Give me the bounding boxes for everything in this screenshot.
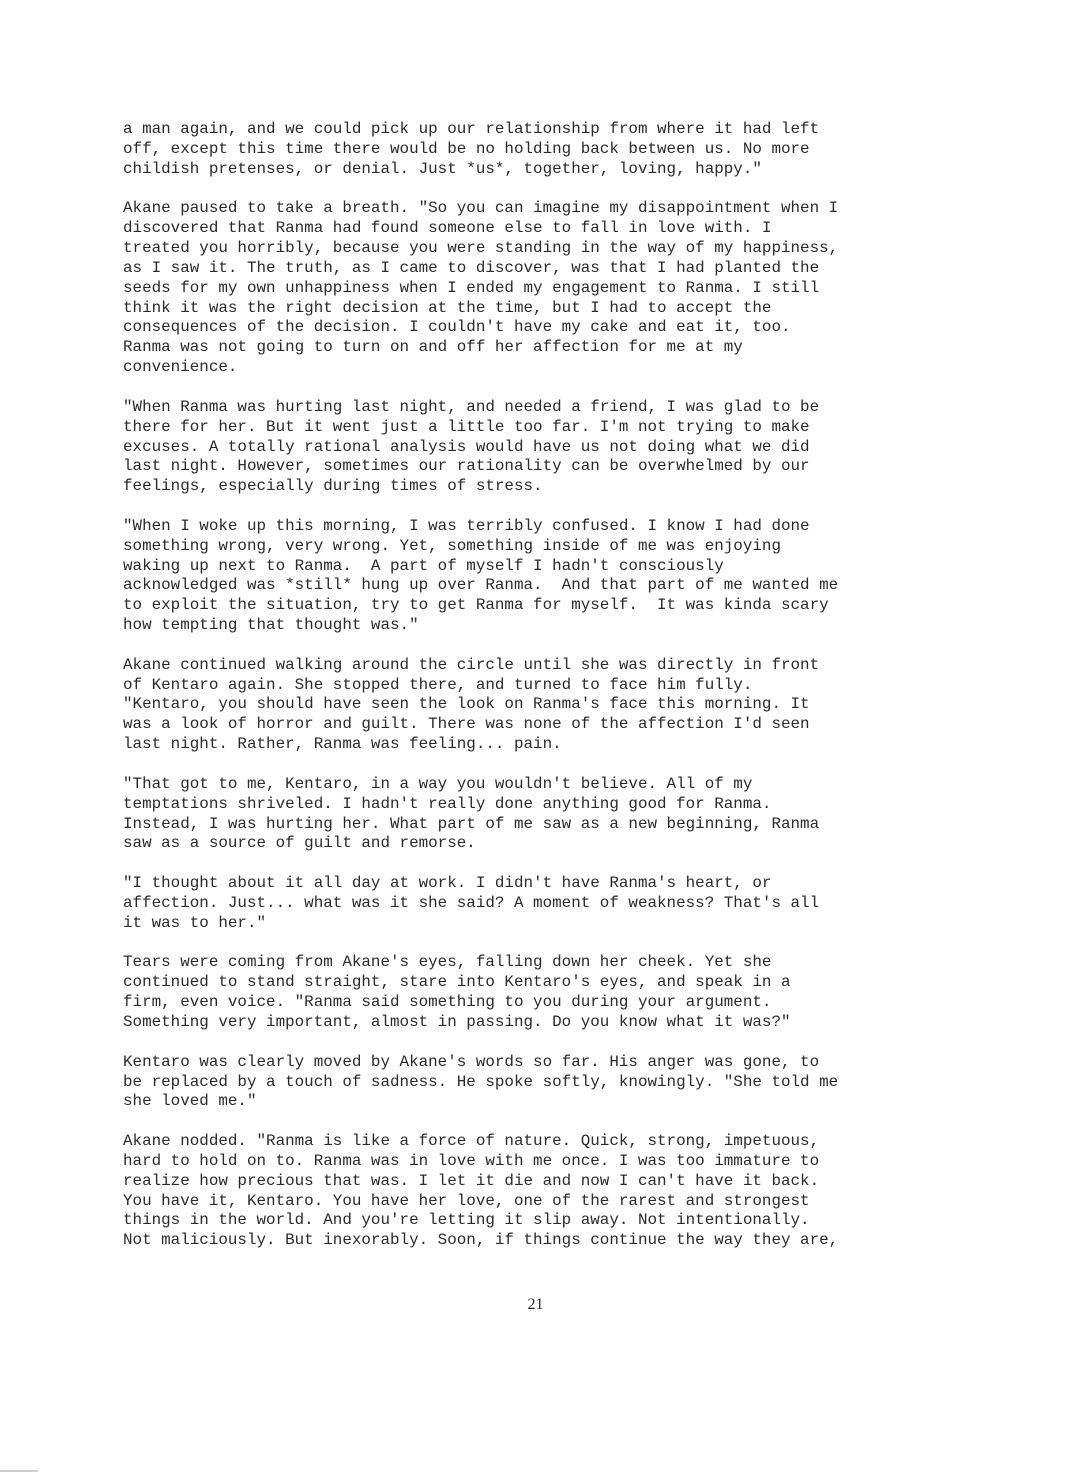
- page-number: 21: [527, 1296, 544, 1313]
- paragraph: Akane nodded. "Ranma is like a force of nature. Quick, strong, impetuous, hard to hold on to. Ranma was in love with me once. I was too immature to realize how precious that was. I let it die and now I can't have it back. You have it, Kentaro. You have her love, one of the rarest and strongest things in the world. And you're letting it slip away. Not intentionally. Not maliciously. But inexorably. Soon, if things continue the way they are,: [123, 1132, 839, 1250]
- paragraph: Kentaro was clearly moved by Akane's words so far. His anger was gone, to be replaced by a touch of sadness. He spoke softly, knowingly. "She told me she loved me.": [123, 1052, 839, 1111]
- paragraph: a man again, and we could pick up our relationship from where it had left off, except this time there would be no holding back between us. No more childish pretenses, or denial. Just *us*, together, loving, happy.": [123, 120, 820, 178]
- paragraph: Akane continued walking around the circle until she was directly in front of Kentaro again. She stopped there, and turned to face him fully. "Kentaro, you should have seen the look on Ranma's face this morning. It was a look of horror and guilt. There was none of the affection I'd seen last night. Rather, Ranma was feeling... pain.: [123, 655, 820, 754]
- body-text: [123, 120, 923, 1271]
- paragraph: "That got to me, Kentaro, in a way you wouldn't believe. All of my temptations shriveled. I hadn't really done anything good for Ranma. Instead, I was hurting her. What part of me saw as a new beginning, Ranma saw as a source of guilt and remorse.: [123, 774, 820, 853]
- paragraph: "I thought about it all day at work. I didn't have Ranma's heart, or affection. Just... what was it she said? A moment of weakness? That's all it was to her.": [123, 874, 820, 932]
- paragraph: "When Ranma was hurting last night, and needed a friend, I was glad to be there for her. But it went just a little too far. I'm not trying to make excuses. A totally rational analysis would have us not doing what we did last night. However, sometimes our rationality can be overwhelmed by our feelings, especially during times of stress.: [123, 397, 820, 496]
- paragraph: Akane paused to take a breath. "So you can imagine my disappointment when I discovered that Ranma had found someone else to fall in love with. I treated you horribly, because you were standing in the way of my happiness, as I saw it. The truth, as I came to discover, was that I had planted the seeds for my own unhappiness when I ended my engagement to Ranma. I still think it was the right decision at the time, but I had to accept the consequences of the decision. I couldn't have my cake and eat it, too. Ranma was not going to turn on and off her affection for me at my convenience.: [123, 199, 839, 377]
- scan-edge-mark: [0, 1470, 38, 1472]
- paragraph: "When I woke up this morning, I was terribly confused. I know I had done something wrong, very wrong. Yet, something inside of me was enjoying waking up next to Ranma. A part of myself I hadn't consciously acknowledged was *still* hung up over Ranma. And that part of me wanted me to exploit the situation, try to get Ranma for myself. It was kinda scary how tempting that thought was.": [123, 516, 839, 635]
- paragraph: Tears were coming from Akane's eyes, falling down her cheek. Yet she continued to stand straight, stare into Kentaro's eyes, and speak in a firm, even voice. "Ranma said something to you during your argument. Something very important, almost in passing. Do you know what it was?": [123, 953, 791, 1031]
